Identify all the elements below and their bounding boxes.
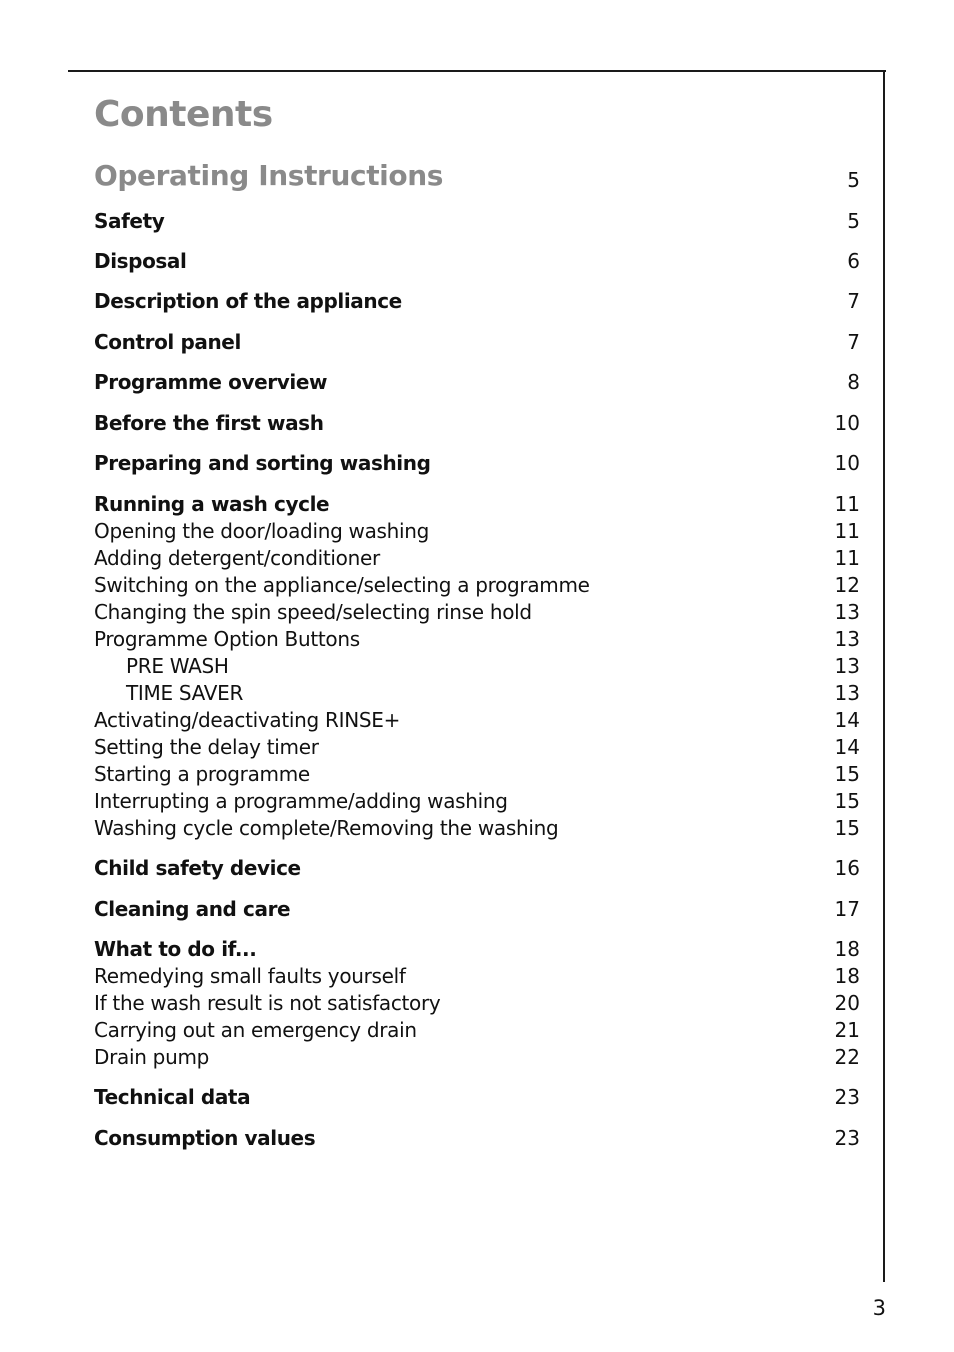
page-number: 3 <box>872 1296 886 1320</box>
toc-entry-page: 18 <box>834 937 860 961</box>
toc-entry-page: 21 <box>834 1018 860 1042</box>
toc-entry-page: 13 <box>834 681 860 705</box>
toc-entry <box>94 572 860 599</box>
toc-entry-page: 11 <box>834 519 860 543</box>
toc-entry-label: If the wash result is not satisfactory <box>94 991 444 1015</box>
toc-entry <box>94 855 860 882</box>
toc-entry-label: Starting a programme <box>94 762 314 786</box>
toc-entry <box>94 963 860 990</box>
frame-right-rule <box>883 70 885 1282</box>
toc-entry <box>94 707 860 734</box>
toc-entry-page: 16 <box>834 856 860 880</box>
toc-entry <box>94 936 860 963</box>
toc-entry <box>94 208 860 235</box>
toc-entry-label: Operating Instructions <box>94 160 447 192</box>
toc-entry-page: 5 <box>847 168 860 192</box>
toc-entry <box>94 653 860 680</box>
toc-entry-label: Technical data <box>94 1085 254 1109</box>
toc-entry <box>94 410 860 437</box>
toc-entry-page: 13 <box>834 627 860 651</box>
toc-entry-page: 11 <box>834 546 860 570</box>
toc-entry-page: 7 <box>847 330 860 354</box>
toc-entry-page: 13 <box>834 654 860 678</box>
toc-entry-label: Interrupting a programme/adding washing <box>94 789 512 813</box>
toc-entry <box>94 626 860 653</box>
toc-entry-label: Drain pump <box>94 1045 213 1069</box>
toc-entry-page: 17 <box>834 897 860 921</box>
toc-entry <box>94 761 860 788</box>
toc-entry-page: 18 <box>834 964 860 988</box>
toc-entry-label: Adding detergent/conditioner <box>94 546 384 570</box>
toc-entry <box>94 1044 860 1071</box>
toc-entry <box>94 450 860 477</box>
toc-entry-label: PRE WASH <box>126 654 233 678</box>
toc-entry <box>94 1125 860 1152</box>
toc-entry <box>94 288 860 315</box>
toc-entry-label: Consumption values <box>94 1126 319 1150</box>
toc-entry-page: 14 <box>834 735 860 759</box>
toc-entry <box>94 491 860 518</box>
toc-entry-label: Carrying out an emergency drain <box>94 1018 421 1042</box>
toc-entry-label: Setting the delay timer <box>94 735 323 759</box>
toc-entry-label: Disposal <box>94 249 190 273</box>
toc-entry-label: Switching on the appliance/selecting a programme <box>94 573 594 597</box>
toc-entry-page: 23 <box>834 1126 860 1150</box>
toc-entry-page: 11 <box>834 492 860 516</box>
toc-entry <box>94 734 860 761</box>
toc-entry-page: 7 <box>847 289 860 313</box>
toc-entry <box>94 599 860 626</box>
toc-entry-label: Control panel <box>94 330 245 354</box>
toc-entry-page: 6 <box>847 249 860 273</box>
toc-entry-page: 12 <box>834 573 860 597</box>
toc-entry-page: 23 <box>834 1085 860 1109</box>
toc-entry <box>94 369 860 396</box>
frame-top-rule <box>68 70 886 72</box>
toc-entry <box>94 159 860 194</box>
toc-entry-label: Remedying small faults yourself <box>94 964 410 988</box>
toc-entry-label: Washing cycle complete/Removing the washing <box>94 816 562 840</box>
toc-entry-page: 10 <box>834 451 860 475</box>
toc-entry-label: Programme Option Buttons <box>94 627 364 651</box>
toc-entry <box>94 329 860 356</box>
toc-entry <box>94 545 860 572</box>
toc-entry-page: 22 <box>834 1045 860 1069</box>
toc-entry-label: Cleaning and care <box>94 897 294 921</box>
toc-entry-label: Before the first wash <box>94 411 328 435</box>
toc-entry-page: 8 <box>847 370 860 394</box>
toc-entry-label: TIME SAVER <box>126 681 247 705</box>
toc-entry-label: Child safety device <box>94 856 305 880</box>
toc-entry-page: 14 <box>834 708 860 732</box>
toc-entry <box>94 990 860 1017</box>
toc-entry-label: Description of the appliance <box>94 289 406 313</box>
toc-entry-label: Programme overview <box>94 370 331 394</box>
toc-entry-label: Safety <box>94 209 168 233</box>
toc-entry <box>94 518 860 545</box>
toc-entry-page: 5 <box>847 209 860 233</box>
toc-entry-label: What to do if... <box>94 937 260 961</box>
toc-entry-label: Preparing and sorting washing <box>94 451 435 475</box>
toc-entry-page: 15 <box>834 816 860 840</box>
toc-entry <box>94 896 860 923</box>
toc-entry <box>94 248 860 275</box>
toc-entry-label: Running a wash cycle <box>94 492 333 516</box>
toc-entry-label: Opening the door/loading washing <box>94 519 433 543</box>
toc-entry-page: 10 <box>834 411 860 435</box>
toc-entry <box>94 815 860 842</box>
toc-entry-page: 15 <box>834 762 860 786</box>
toc-entry <box>94 680 860 707</box>
toc-entry-page: 20 <box>834 991 860 1015</box>
page-title: Contents <box>94 94 273 135</box>
toc-entry-page: 13 <box>834 600 860 624</box>
toc-entry-page: 15 <box>834 789 860 813</box>
toc-entry <box>94 1084 860 1111</box>
toc-entry-label: Activating/deactivating RINSE+ <box>94 708 404 732</box>
toc-entry-label: Changing the spin speed/selecting rinse hold <box>94 600 536 624</box>
toc-entry <box>94 788 860 815</box>
toc-entry <box>94 1017 860 1044</box>
